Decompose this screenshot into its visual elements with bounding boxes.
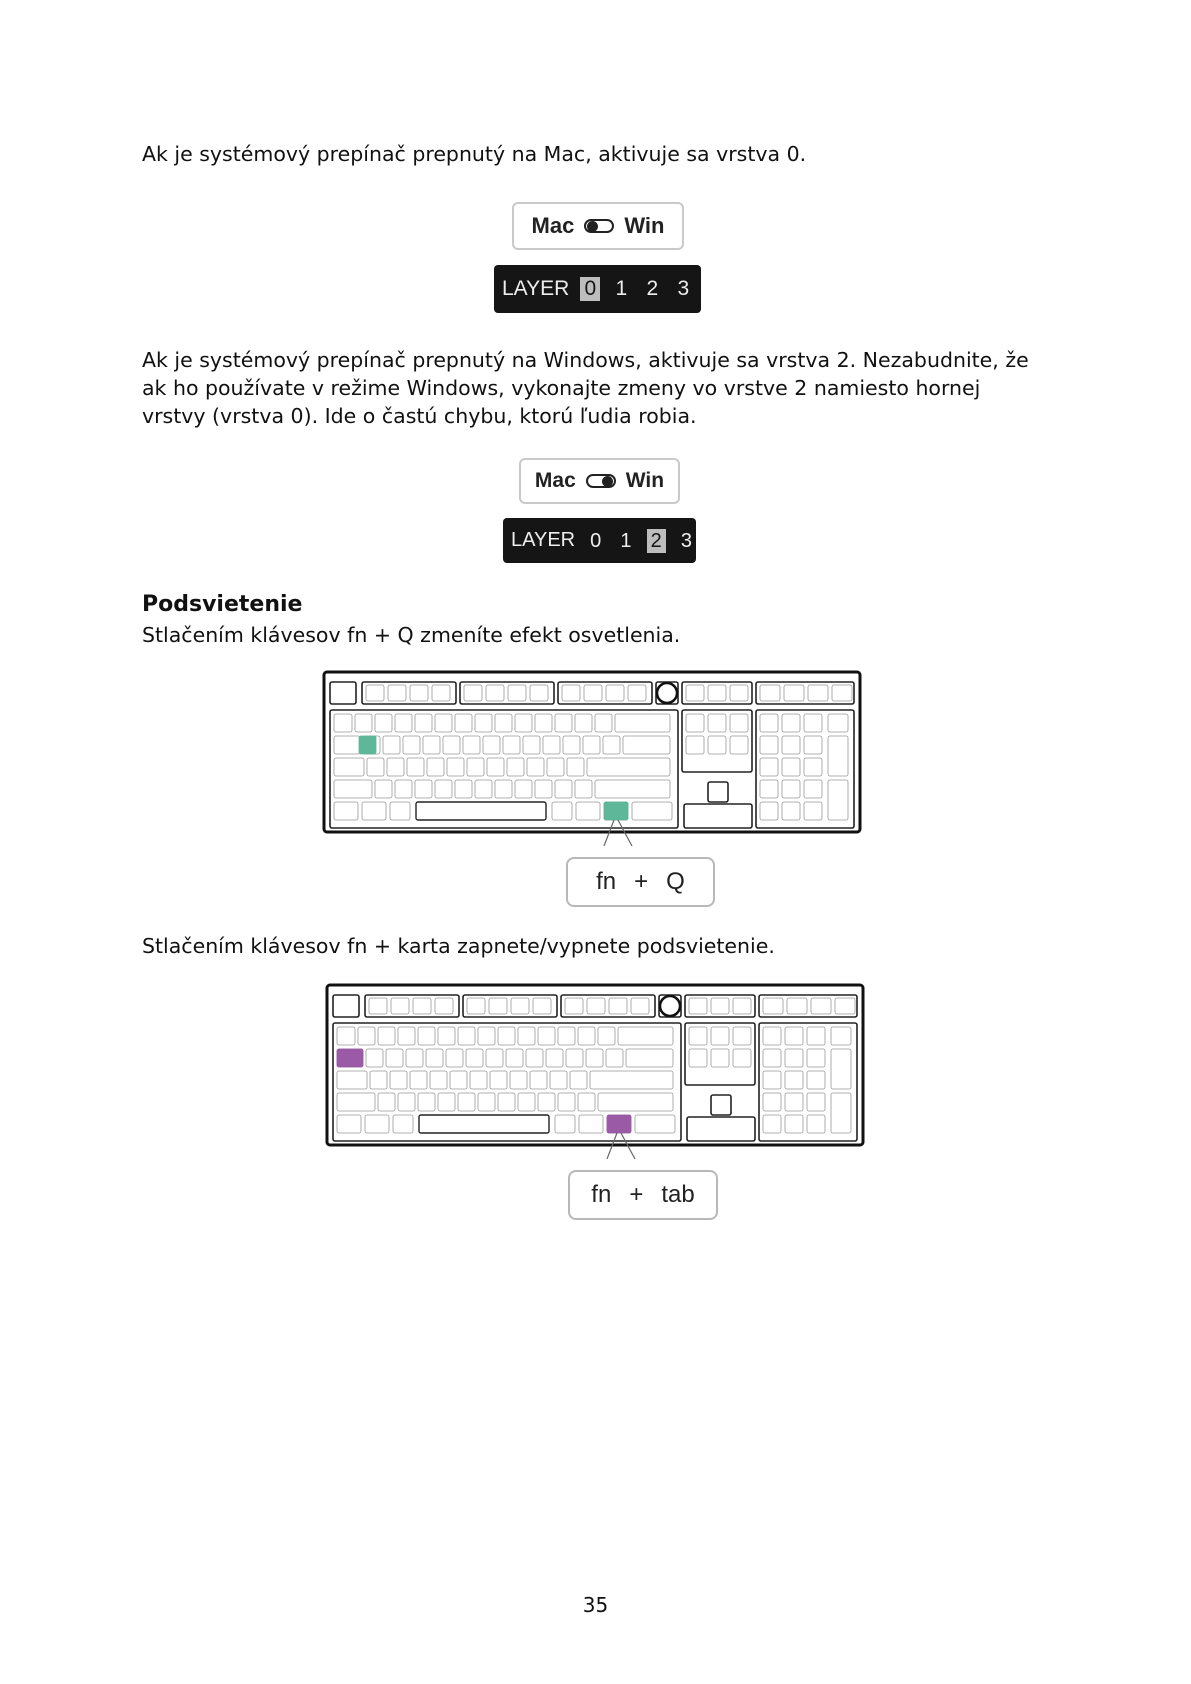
key (782, 802, 800, 820)
combo-plus: + (634, 868, 649, 895)
switch-label-mac: Mac (531, 213, 575, 238)
key (730, 685, 748, 701)
key (623, 736, 670, 754)
mac-win-switch-mac (512, 202, 684, 250)
key (618, 1027, 673, 1045)
key (523, 736, 540, 754)
key (475, 714, 492, 732)
key (583, 736, 600, 754)
key (337, 1093, 375, 1111)
knob-icon (660, 996, 680, 1016)
key (418, 1093, 435, 1111)
key (495, 714, 512, 732)
key (552, 802, 572, 820)
key (587, 758, 670, 776)
key (478, 1093, 495, 1111)
toggle-icon (584, 219, 614, 233)
key (367, 758, 384, 776)
key (395, 780, 412, 798)
key (603, 736, 620, 754)
key (515, 780, 532, 798)
key (831, 1027, 851, 1045)
key (378, 1027, 395, 1045)
layer-3: 3 (680, 529, 692, 552)
key (535, 780, 552, 798)
key (506, 1049, 523, 1067)
key (467, 758, 484, 776)
key (337, 1071, 367, 1089)
key (785, 1093, 803, 1111)
key (760, 685, 780, 701)
key (763, 1071, 781, 1089)
key (533, 998, 551, 1014)
layer-1: 1 (620, 529, 632, 552)
key (487, 758, 504, 776)
key (555, 1115, 575, 1133)
key (495, 780, 512, 798)
key (575, 714, 592, 732)
key (390, 1071, 407, 1089)
key (632, 802, 672, 820)
key (782, 736, 800, 754)
key (558, 1093, 575, 1111)
key (763, 1115, 781, 1133)
key (503, 736, 520, 754)
key (366, 1049, 383, 1067)
key (478, 1027, 495, 1045)
key (543, 736, 560, 754)
key (785, 1027, 803, 1045)
key (398, 1027, 415, 1045)
key (446, 1049, 463, 1067)
key (807, 1049, 825, 1067)
key (407, 758, 424, 776)
key (438, 1027, 455, 1045)
key (438, 1093, 455, 1111)
key (530, 1071, 547, 1089)
key (628, 685, 646, 701)
key (334, 736, 360, 754)
key (760, 802, 778, 820)
key (538, 1093, 555, 1111)
key (760, 780, 778, 798)
key (498, 1027, 515, 1045)
key (386, 1049, 403, 1067)
key (435, 998, 453, 1014)
key (635, 1115, 675, 1133)
combo-key-q: Q (666, 868, 685, 895)
key (383, 736, 400, 754)
key (586, 1049, 603, 1067)
key (427, 758, 444, 776)
key (807, 1027, 825, 1045)
key (784, 685, 804, 701)
key (518, 1093, 535, 1111)
layer-bar-win (503, 518, 696, 563)
keyboard-diagram-fn-tab (325, 983, 865, 1159)
key (587, 998, 605, 1014)
key (475, 780, 492, 798)
layer-0: 0 (590, 529, 602, 552)
key (395, 714, 412, 732)
key (486, 685, 504, 701)
key (763, 998, 783, 1014)
key (615, 714, 670, 732)
key (567, 758, 584, 776)
key (546, 1049, 563, 1067)
combo-key-fn: fn (591, 1181, 612, 1208)
key-q-highlight (359, 736, 376, 754)
key (375, 714, 392, 732)
key (393, 1115, 413, 1133)
key (763, 1049, 781, 1067)
key (595, 714, 612, 732)
key (590, 1071, 673, 1089)
key (558, 1027, 575, 1045)
key (447, 758, 464, 776)
key (782, 780, 800, 798)
key (686, 685, 704, 701)
layer-3: 3 (677, 277, 690, 300)
key (785, 1049, 803, 1067)
key (432, 685, 450, 701)
layer-label: LAYER (511, 529, 576, 551)
key (733, 998, 751, 1014)
key-group (330, 682, 356, 704)
key (811, 998, 831, 1014)
key (467, 998, 485, 1014)
space-key (416, 802, 546, 820)
key (631, 998, 649, 1014)
arrow-row (684, 804, 752, 828)
key (763, 1093, 781, 1111)
key (470, 1071, 487, 1089)
key (358, 1027, 375, 1045)
layer-1: 1 (615, 277, 628, 300)
key (455, 780, 472, 798)
key (450, 1071, 467, 1089)
arrow-up-key (708, 782, 728, 802)
switch-label-mac: Mac (534, 469, 576, 492)
paragraph-effect: Stlačením klávesov fn + Q zmeníte efekt osvetlenia. (142, 623, 681, 647)
layer-bar-mac (494, 265, 701, 313)
key (430, 1071, 447, 1089)
key (403, 736, 420, 754)
key (804, 780, 822, 798)
layer-label: LAYER (502, 277, 570, 300)
key (807, 1115, 825, 1133)
key (711, 1027, 729, 1045)
key (366, 685, 384, 701)
key (489, 998, 507, 1014)
key (808, 685, 828, 701)
key (510, 1071, 527, 1089)
key (334, 802, 358, 820)
key (370, 1071, 387, 1089)
paragraph-mac-layer: Ak je systémový prepínač prepnutý na Mac, aktivuje sa vrstva 0. (142, 142, 807, 166)
key (535, 714, 552, 732)
key (804, 802, 822, 820)
key (733, 1049, 751, 1067)
key (763, 1027, 781, 1045)
key (832, 685, 852, 701)
layer-0: 0 (580, 277, 600, 301)
key (711, 1049, 729, 1067)
key (486, 1049, 503, 1067)
key (435, 714, 452, 732)
key (334, 780, 372, 798)
keyboard-diagram-fn-q (322, 670, 862, 846)
key (606, 685, 624, 701)
key (835, 998, 855, 1014)
key-fn-highlight (604, 802, 628, 820)
section-heading: Podsvietenie (142, 592, 303, 617)
key (365, 1115, 389, 1133)
key (807, 1071, 825, 1089)
key (708, 736, 726, 754)
key (423, 736, 440, 754)
key (418, 1027, 435, 1045)
key (458, 1093, 475, 1111)
key-group (333, 995, 359, 1017)
page-number: 35 (582, 1593, 609, 1617)
key (782, 758, 800, 776)
key (555, 780, 572, 798)
mac-win-switch-win (519, 458, 680, 504)
key (598, 1093, 673, 1111)
key (388, 685, 406, 701)
key (584, 685, 602, 701)
key (760, 758, 778, 776)
key (689, 1027, 707, 1045)
key (760, 714, 778, 732)
key (387, 758, 404, 776)
key (689, 1049, 707, 1067)
key (483, 736, 500, 754)
key (570, 1071, 587, 1089)
key (378, 1093, 395, 1111)
key (831, 1093, 851, 1133)
key (538, 1027, 555, 1045)
combo-plus: + (629, 1181, 644, 1208)
paragraph-win-layer: Ak je systémový prepínač prepnutý na Windows, aktivuje sa vrstva 2. Nezabudnite, že ak ho používate v režime Windows, vykonajte zmeny vo vrstve 2 namiesto hornej vrstvy (vrstva 0). Ide o častú chybu, ktorú ľudia robia. (142, 348, 1029, 428)
key (406, 1049, 423, 1067)
key (730, 714, 748, 732)
key (711, 998, 729, 1014)
key-tab-highlight (337, 1049, 363, 1067)
key (435, 780, 452, 798)
key-fn-highlight (607, 1115, 631, 1133)
key (804, 714, 822, 732)
key (595, 780, 670, 798)
key (410, 1071, 427, 1089)
key (828, 714, 848, 732)
switch-label-win: Win (625, 469, 665, 492)
key (760, 736, 778, 754)
key (785, 1115, 803, 1133)
key (337, 1027, 355, 1045)
layer-2: 2 (647, 529, 666, 553)
key (334, 758, 364, 776)
key (415, 780, 432, 798)
key (609, 998, 627, 1014)
key (782, 714, 800, 732)
key (708, 685, 726, 701)
key (708, 714, 726, 732)
key (831, 1049, 851, 1089)
key (686, 714, 704, 732)
key (606, 1049, 623, 1067)
key (390, 802, 410, 820)
key (398, 1093, 415, 1111)
key (426, 1049, 443, 1067)
key (490, 1071, 507, 1089)
key (598, 1027, 615, 1045)
key (463, 736, 480, 754)
key (375, 780, 392, 798)
key (828, 780, 848, 820)
key (511, 998, 529, 1014)
key (733, 1027, 751, 1045)
key (576, 802, 600, 820)
key (466, 1049, 483, 1067)
key (515, 714, 532, 732)
key (807, 1093, 825, 1111)
arrow-up-key (711, 1095, 731, 1115)
space-key (419, 1115, 549, 1133)
arrow-row (687, 1117, 755, 1141)
key (828, 736, 848, 776)
key (362, 802, 386, 820)
key (526, 1049, 543, 1067)
key (527, 758, 544, 776)
key (355, 714, 372, 732)
key (410, 685, 428, 701)
key (686, 736, 704, 754)
key (391, 998, 409, 1014)
key (464, 685, 482, 701)
combo-key-tab: tab (661, 1181, 695, 1208)
key (337, 1115, 361, 1133)
key (550, 1071, 567, 1089)
key (508, 685, 526, 701)
key (518, 1027, 535, 1045)
key (369, 998, 387, 1014)
key (578, 1093, 595, 1111)
key (785, 1071, 803, 1089)
key (547, 758, 564, 776)
key (566, 1049, 583, 1067)
knob-icon (657, 683, 677, 703)
key (626, 1049, 673, 1067)
toggle-icon (586, 474, 616, 488)
key (575, 780, 592, 798)
key (334, 714, 352, 732)
key (804, 758, 822, 776)
key (563, 736, 580, 754)
key (455, 714, 472, 732)
key (555, 714, 572, 732)
key (458, 1027, 475, 1045)
key (689, 998, 707, 1014)
combo-key-fn: fn (596, 868, 617, 895)
key (730, 736, 748, 754)
key (579, 1115, 603, 1133)
key (507, 758, 524, 776)
key (562, 685, 580, 701)
switch-label-win: Win (624, 213, 665, 238)
layer-2: 2 (646, 277, 659, 300)
key (498, 1093, 515, 1111)
key (443, 736, 460, 754)
key (413, 998, 431, 1014)
key (787, 998, 807, 1014)
key (530, 685, 548, 701)
key (578, 1027, 595, 1045)
combo-fn-tab (568, 1170, 718, 1220)
key (415, 714, 432, 732)
key (804, 736, 822, 754)
key (565, 998, 583, 1014)
combo-fn-q (566, 857, 715, 907)
paragraph-toggle-light: Stlačením klávesov fn + karta zapnete/vypnete podsvietenie. (142, 934, 775, 958)
